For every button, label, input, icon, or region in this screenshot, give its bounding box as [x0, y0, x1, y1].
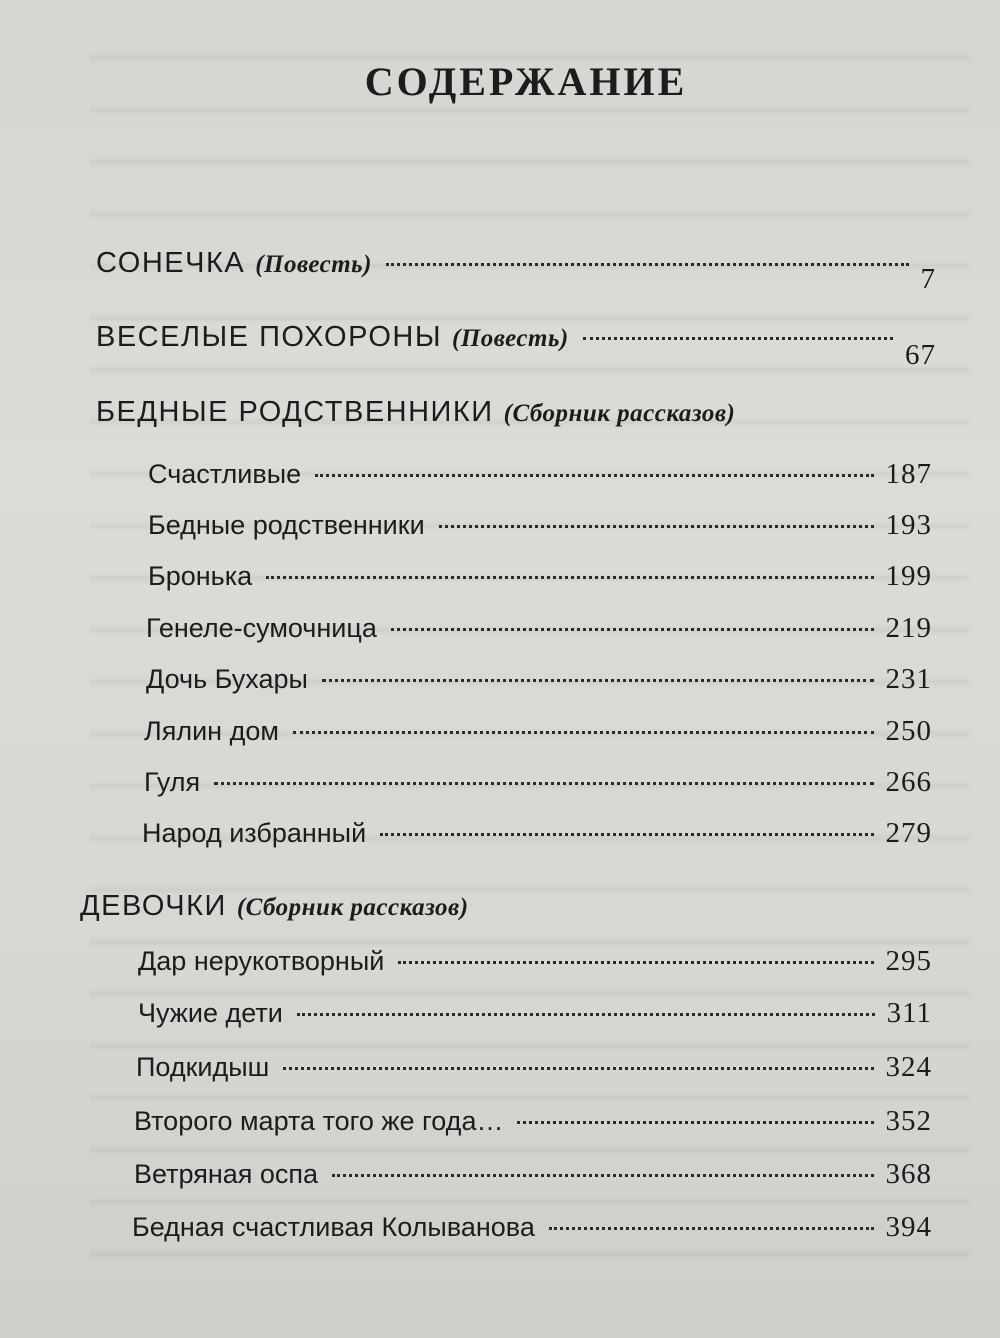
toc-entry-story [148, 560, 932, 600]
toc-entry-story [134, 1105, 932, 1145]
leader-dots [549, 1227, 874, 1230]
page-number: 295 [885, 945, 932, 977]
page-number: 352 [885, 1105, 932, 1137]
toc-entry-story [136, 1051, 932, 1091]
toc-entry-story [148, 458, 932, 498]
toc-entry-story [148, 509, 932, 549]
page-number: 193 [885, 509, 932, 541]
section-subtitle: (Повесть) [452, 325, 569, 352]
story-title: Гуля [144, 767, 201, 797]
story-title: Ветряная оспа [134, 1159, 319, 1189]
toc-section-devochki [80, 890, 936, 930]
section-subtitle: (Повесть) [255, 251, 372, 278]
page-number: 187 [885, 458, 932, 490]
section-title: БЕДНЫЕ РОДСТВЕННИКИ [96, 396, 494, 428]
leader-dots [439, 525, 874, 528]
section-subtitle: (Сборник рассказов) [503, 400, 736, 427]
story-title: Счастливые [148, 459, 302, 489]
leader-dots [332, 1174, 873, 1177]
story-title: Генеле-сумочница [146, 613, 377, 643]
page-number: 250 [885, 715, 932, 747]
section-title: СОНЕЧКА [96, 247, 246, 279]
toc-entry-story [138, 997, 932, 1037]
story-title: Бедные родственники [148, 510, 425, 540]
leader-dots [297, 1013, 875, 1016]
story-title: Дар нерукотворный [138, 946, 385, 976]
leader-dots [266, 576, 873, 579]
toc-entry-story [142, 817, 932, 857]
story-title: Дочь Бухары [146, 664, 308, 694]
toc-entry-story [132, 1211, 932, 1251]
page-number: 231 [885, 663, 932, 695]
leader-dots [322, 679, 874, 682]
leader-dots [386, 263, 909, 266]
leader-dots [315, 474, 873, 477]
section-title: ВЕСЕЛЫЕ ПОХОРОНЫ [96, 321, 442, 353]
toc-entry-sonechka [96, 247, 936, 295]
page-number: 7 [920, 263, 936, 295]
page-number: 279 [885, 817, 932, 849]
leader-dots [293, 731, 874, 734]
leader-dots [391, 628, 874, 631]
leader-dots [380, 833, 873, 836]
leader-dots [517, 1121, 873, 1124]
leader-dots [583, 337, 893, 340]
toc-entry-story [144, 715, 932, 755]
page-number: 324 [885, 1051, 932, 1083]
story-title: Бедная счастливая Колыванова [132, 1212, 535, 1242]
page-number: 368 [885, 1158, 932, 1190]
leader-dots [398, 961, 873, 964]
toc-entry-story [144, 766, 932, 806]
page-number: 311 [886, 997, 932, 1029]
section-title: ДЕВОЧКИ [80, 890, 227, 922]
toc-entry-story [146, 612, 932, 652]
story-title: Лялин дом [144, 716, 279, 746]
toc-entry-veselye-pohorony [96, 321, 936, 371]
story-title: Второго марта того же года… [134, 1106, 504, 1136]
story-title: Подкидыш [136, 1052, 270, 1082]
story-title: Бронька [148, 561, 253, 591]
leader-dots [283, 1067, 873, 1070]
page-number: 67 [905, 339, 936, 371]
page-number: 199 [885, 560, 932, 592]
story-title: Чужие дети [138, 998, 283, 1028]
section-subtitle: (Сборник рассказов) [236, 894, 469, 921]
page-title: СОДЕРЖАНИЕ [364, 59, 688, 104]
story-title: Народ избранный [142, 818, 367, 848]
page-number: 394 [885, 1211, 932, 1243]
page-number: 266 [885, 766, 932, 798]
toc-section-bednye-rodstvenniki [96, 396, 936, 436]
toc-entry-story [146, 663, 932, 703]
leader-dots [214, 782, 873, 785]
toc-entry-story [138, 945, 932, 985]
toc-entry-story [134, 1158, 932, 1198]
page-number: 219 [885, 612, 932, 644]
